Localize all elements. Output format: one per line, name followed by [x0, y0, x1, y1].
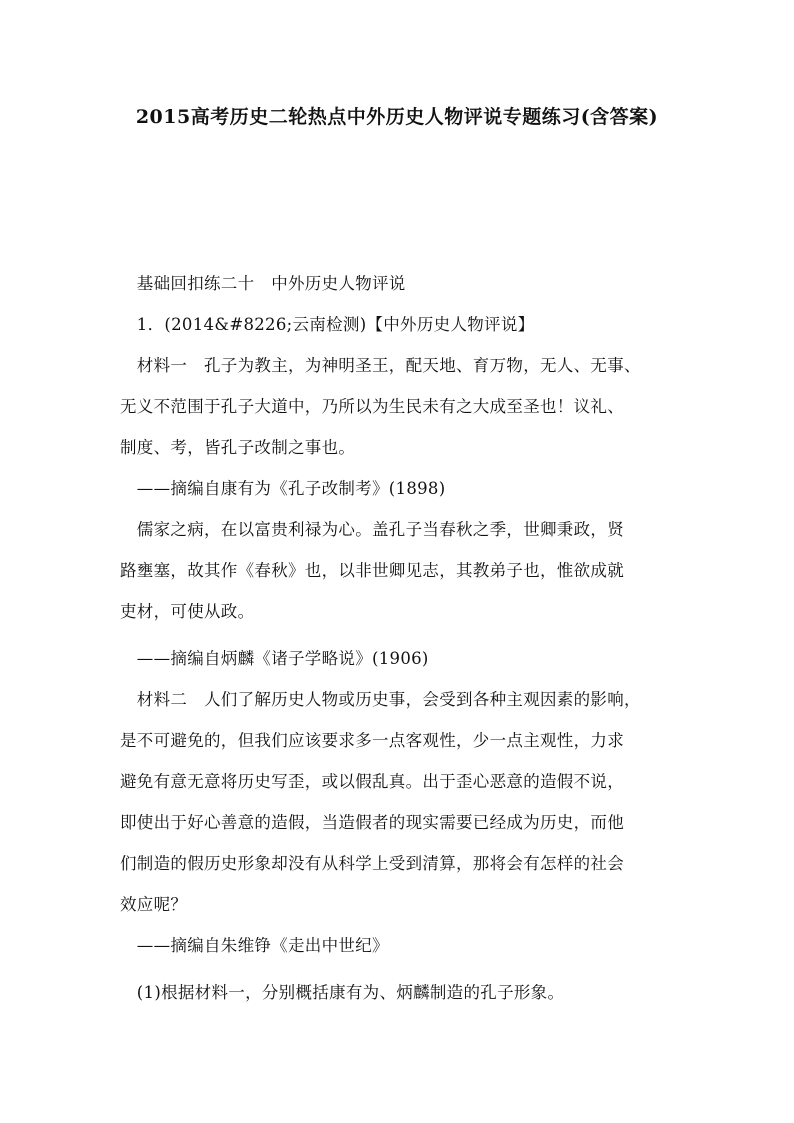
text-line: 材料二 人们了解历史人物或历史事，会受到各种主观因素的影响，: [120, 690, 641, 709]
document-title: 2015高考历史二轮热点中外历史人物评说专题练习(含答案): [135, 106, 659, 128]
section-heading: 基础回扣练二十 中外历史人物评说: [120, 274, 406, 293]
text-line: 是不可避免的，但我们应该要求多一点客观性，少一点主观性，力求: [120, 731, 624, 750]
question-heading: 1．(2014&#8226;云南检测)【中外历史人物评说】: [120, 315, 535, 334]
text-line: 吏材，可使从政。: [120, 602, 255, 621]
text-line: 材料一 孔子为教主，为神明圣王，配天地、育万物，无人、无事、: [120, 356, 641, 375]
question-line: (1)根据材料一，分别概括康有为、炳麟制造的孔子形象。: [120, 983, 565, 1002]
text-line: 即使出于好心善意的造假，当造假者的现实需要已经成为历史，而他: [120, 813, 624, 832]
text-line: 制度、考，皆孔子改制之事也。: [120, 438, 356, 457]
citation-line: ——摘编自康有为《孔子改制考》(1898): [120, 479, 446, 498]
text-line: 无义不范围于孔子大道中，乃所以为生民未有之大成至圣也！议礼、: [120, 397, 624, 416]
text-line: 们制造的假历史形象却没有从科学上受到清算，那将会有怎样的社会: [120, 854, 624, 873]
text-line: 儒家之病，在以富贵利禄为心。盖孔子当春秋之季，世卿秉政，贤: [120, 520, 624, 539]
citation-line: ——摘编自炳麟《诸子学略说》(1906): [120, 649, 429, 668]
text-line: 路壅塞，故其作《春秋》也，以非世卿见志，其教弟子也，惟欲成就: [120, 561, 624, 580]
text-line: 避免有意无意将历史写歪，或以假乱真。出于歪心恶意的造假不说，: [120, 772, 624, 791]
citation-line: ——摘编自朱维铮《走出中世纪》: [120, 936, 389, 955]
text-line: 效应呢？: [120, 895, 188, 914]
